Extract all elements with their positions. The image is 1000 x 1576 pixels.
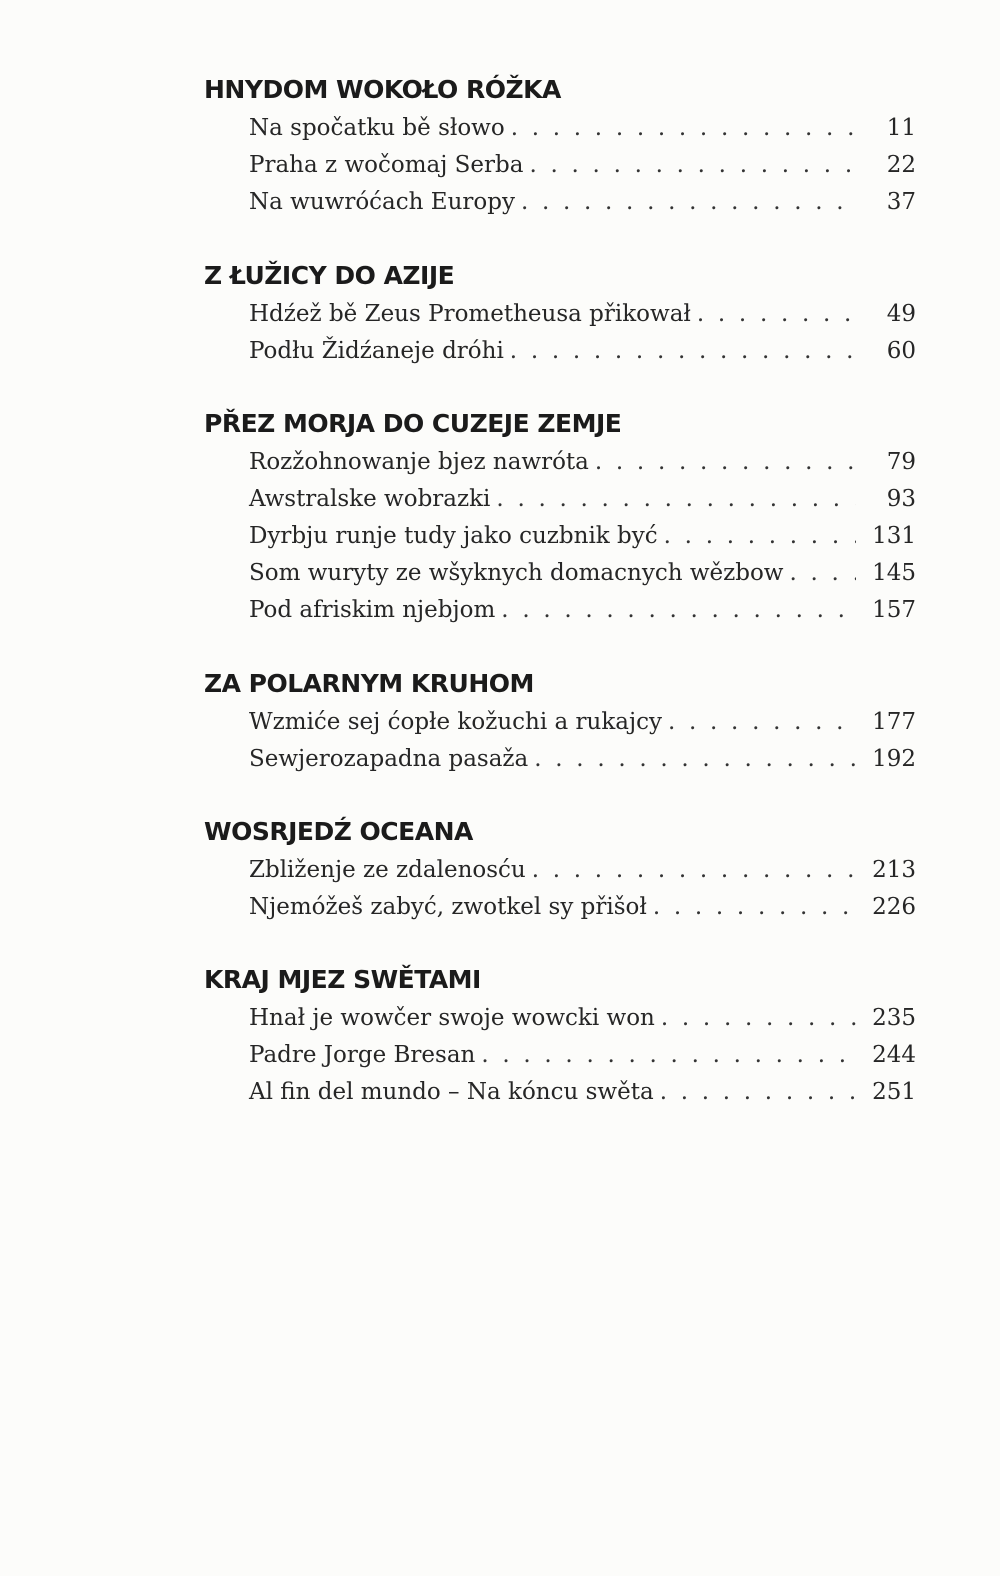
dot-leader — [511, 112, 856, 144]
toc-entry — [249, 1076, 916, 1108]
entry-page-number: 37 — [886, 189, 916, 215]
entry-page-number: 235 — [872, 1005, 916, 1031]
entry-title: Awstralske wobrazki — [249, 486, 491, 512]
section-title: Z ŁUŽICY DO AZIJE — [204, 261, 455, 290]
dot-leader — [481, 1039, 856, 1071]
dot-leader — [534, 743, 856, 775]
toc-entry — [249, 1039, 916, 1071]
entry-page-number: 244 — [872, 1042, 916, 1068]
entry-title: Sewjerozapadna pasaža — [249, 746, 529, 772]
dot-leader — [653, 891, 856, 923]
dot-leader — [660, 1076, 856, 1108]
entry-title: Som wuryty ze wšyknych domacnych wězbow — [249, 560, 784, 586]
entry-title: Wzmiće sej ćopłe kožuchi a rukajcy — [249, 709, 662, 735]
dot-leader — [668, 706, 856, 738]
entry-title: Njemóžeš zabyć, zwotkel sy přišoł — [249, 894, 647, 920]
toc-entry — [249, 483, 916, 515]
dot-leader — [529, 149, 856, 181]
dot-leader — [661, 1002, 856, 1034]
toc-entry — [249, 557, 916, 589]
entry-page-number: 226 — [872, 894, 916, 920]
section-title: WOSRJEDŹ OCEANA — [204, 817, 473, 846]
dot-leader — [510, 335, 856, 367]
entry-page-number: 192 — [872, 746, 916, 772]
toc-entry — [249, 743, 916, 775]
entry-page-number: 157 — [872, 597, 916, 623]
toc-entry — [249, 149, 916, 181]
entry-title: Hnał je wowčer swoje wowcki won — [249, 1005, 655, 1031]
toc-entry — [249, 298, 916, 330]
entry-page-number: 49 — [886, 301, 916, 327]
entry-page-number: 60 — [886, 338, 916, 364]
toc-entry — [249, 520, 916, 552]
toc-entry — [249, 1002, 916, 1034]
entry-page-number: 177 — [872, 709, 916, 735]
entry-title: Hdźež bě Zeus Prometheusa přikował — [249, 301, 691, 327]
entry-title: Al fin del mundo – Na kóncu swěta — [249, 1079, 654, 1105]
toc-entry — [249, 335, 916, 367]
dot-leader — [496, 483, 856, 515]
dot-leader — [790, 557, 857, 589]
entry-page-number: 131 — [872, 523, 916, 549]
toc-entry — [249, 112, 916, 144]
entry-page-number: 213 — [872, 857, 916, 883]
entry-title: Rozžohnowanje bjez nawróta — [249, 449, 589, 475]
entry-title: Na spočatku bě słowo — [249, 115, 505, 141]
entry-title: Podłu Židźaneje dróhi — [249, 338, 504, 364]
entry-page-number: 145 — [872, 560, 916, 586]
entry-title: Dyrbju runje tudy jako cuzbnik być — [249, 523, 658, 549]
dot-leader — [664, 520, 856, 552]
dot-leader — [697, 298, 856, 330]
section-title: PŘEZ MORJA DO CUZEJE ZEMJE — [204, 409, 622, 438]
section-title: KRAJ MJEZ SWĚTAMI — [204, 965, 481, 994]
entry-title: Praha z wočomaj Serba — [249, 152, 524, 178]
entry-title: Pod afriskim njebjom — [249, 597, 496, 623]
section-title: ZA POLARNYM KRUHOM — [204, 669, 534, 698]
entry-title: Zbliženje ze zdalenosću — [249, 857, 526, 883]
entry-page-number: 22 — [886, 152, 916, 178]
section-title: HNYDOM WOKOŁO RÓŽKA — [204, 75, 561, 104]
dot-leader — [532, 854, 856, 886]
toc-entry — [249, 594, 916, 626]
toc-entry — [249, 706, 916, 738]
entry-title: Padre Jorge Bresan — [249, 1042, 476, 1068]
toc-entry — [249, 186, 916, 218]
entry-page-number: 79 — [886, 449, 916, 475]
dot-leader — [501, 594, 856, 626]
entry-page-number: 11 — [886, 115, 916, 141]
dot-leader — [521, 186, 856, 218]
entry-page-number: 251 — [872, 1079, 916, 1105]
dot-leader — [595, 446, 856, 478]
entry-page-number: 93 — [886, 486, 916, 512]
toc-entry — [249, 446, 916, 478]
entry-title: Na wuwróćach Europy — [249, 189, 515, 215]
toc-entry — [249, 854, 916, 886]
toc-entry — [249, 891, 916, 923]
